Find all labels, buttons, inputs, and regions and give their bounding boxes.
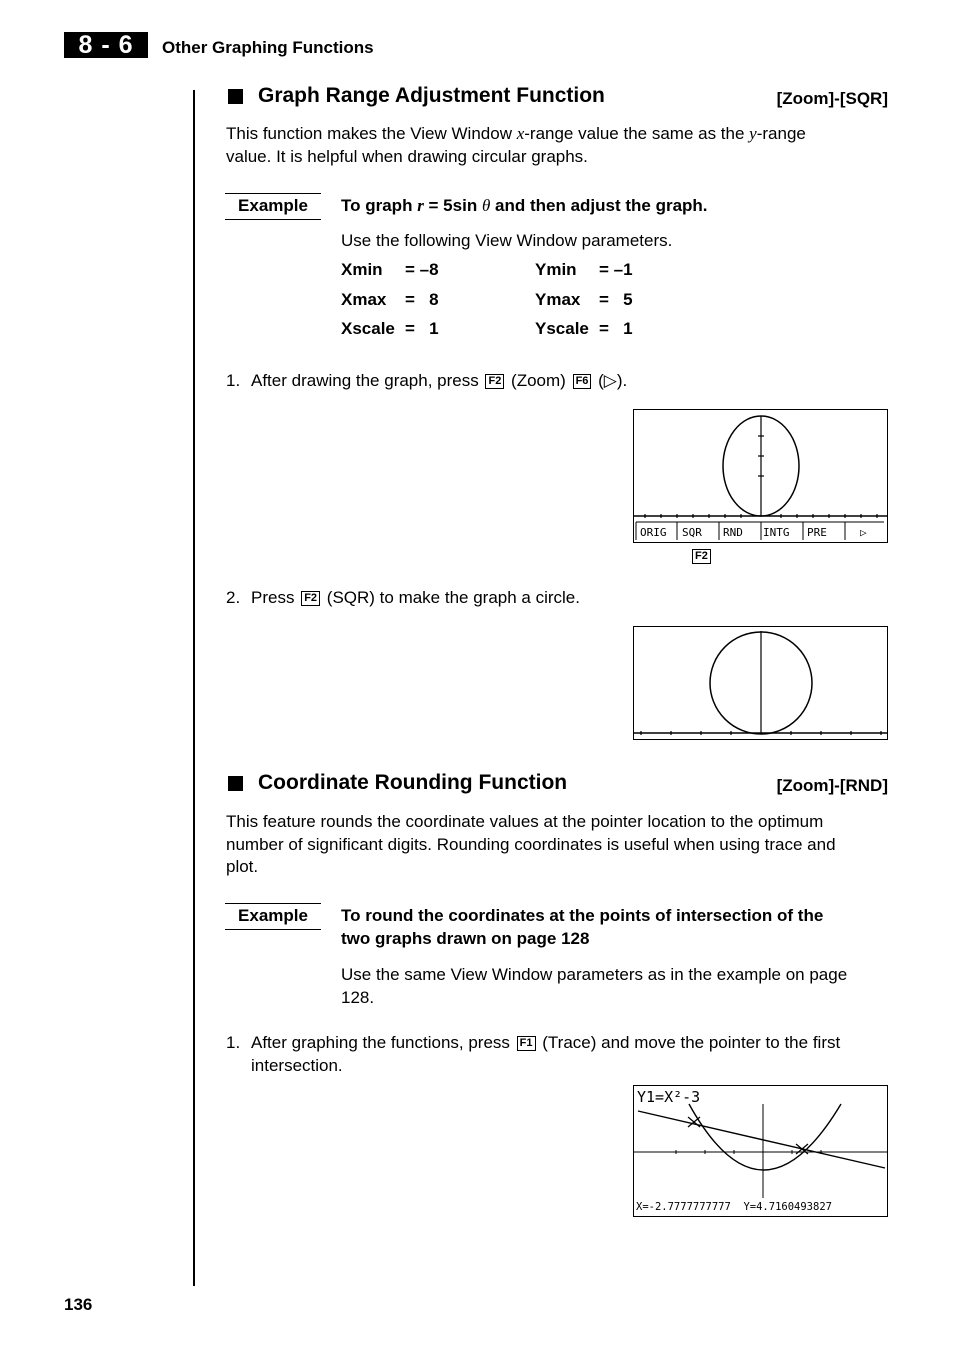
intro2-line3: plot. (226, 857, 259, 876)
intro-text-a: This function makes the View Window (226, 124, 517, 143)
step2-instruction (251, 587, 580, 610)
step2-text-a: Press (251, 588, 295, 607)
step2-1-text-a: After graphing the functions, press (251, 1033, 510, 1052)
step2-text-b: (SQR) to make the graph a circle. (326, 588, 580, 607)
key-sequence-rnd: [Zoom]-[RND] (776, 776, 888, 795)
menu-rnd: RND (723, 526, 743, 539)
step2-1-number: 1. (226, 1033, 241, 1052)
f2-key-icon: F2 (485, 374, 504, 389)
step2-1-text-b: (Trace) and move the pointer to the first (542, 1033, 841, 1052)
example-var-r: r (417, 196, 424, 215)
param-ymin-label: Ymin (535, 260, 577, 279)
example-text-a: To graph (341, 196, 418, 215)
menu-sqr: SQR (682, 526, 702, 539)
f6-key-icon: F6 (573, 374, 592, 389)
f2-key-icon: F2 (692, 549, 711, 564)
param-xmin-value: = –8 (405, 260, 439, 279)
f1-key-icon: F1 (517, 1036, 536, 1051)
intro-text-b: -range value the same as the (524, 124, 750, 143)
use-line2: 128. (341, 987, 375, 1007)
example-label: Example (225, 903, 321, 930)
heading-bullet-icon (228, 89, 243, 104)
step1-text-a: After drawing the graph, press (251, 371, 479, 390)
menu-orig: ORIG (640, 526, 667, 539)
heading-graph-range: Graph Range Adjustment Function (258, 84, 605, 107)
example-text-c: and then adjust the graph. (490, 196, 708, 215)
intro-var-x: x (516, 124, 525, 143)
intro-paragraph-1 (226, 123, 896, 168)
param-xscale-label: Xscale (341, 319, 395, 338)
screen1-key-caption (690, 548, 713, 566)
example2-line1: To round the coordinates at the points of intersection of the (341, 906, 824, 925)
example2-params-note (341, 964, 901, 1009)
key-sequence-sqr: [Zoom]-[SQR] (776, 89, 888, 108)
calculator-screen-ellipse (633, 409, 888, 543)
margin-rule (193, 90, 195, 1286)
section-badge: 8 - 6 (64, 32, 148, 58)
step2-1-instruction (251, 1032, 901, 1077)
calculator-screen-trace (633, 1085, 888, 1217)
param-ymax-value: = 5 (599, 290, 633, 309)
param-xmax-value: = 8 (405, 290, 439, 309)
menu-pre: PRE (807, 526, 827, 539)
example-text-b: = 5sin (423, 196, 482, 215)
menu-intg: INTG (763, 526, 790, 539)
heading-coordinate-rounding: Coordinate Rounding Function (258, 771, 568, 794)
param-ymin-value: = –1 (599, 260, 633, 279)
intro-paragraph-2 (226, 811, 906, 879)
param-xmax-label: Xmax (341, 290, 387, 309)
f2-key-icon: F2 (301, 591, 320, 606)
step2-1-line2: intersection. (251, 1055, 343, 1075)
example2-line2: two graphs drawn on page 128 (341, 928, 590, 948)
example-label: Example (225, 193, 321, 220)
intro-text-line2: value. It is helpful when drawing circular graphs. (226, 146, 588, 166)
heading-bullet-icon (228, 776, 243, 791)
use-line1: Use the same View Window parameters as in the example on page (341, 965, 848, 984)
trace-coordinates: X=-2.7777777777 Y=4.7160493827 (636, 1201, 832, 1213)
step1-number: 1. (226, 371, 241, 390)
param-ymax-label: Ymax (535, 290, 581, 309)
calculator-screen-circle (633, 626, 888, 740)
intro-text-c: -range (756, 124, 806, 143)
step1-text-b: (Zoom) (511, 371, 566, 390)
param-xscale-value: = 1 (405, 319, 439, 338)
step1-text-c: (▷). (598, 371, 628, 390)
step1-instruction (251, 370, 627, 393)
param-yscale-label: Yscale (535, 319, 589, 338)
example-title (341, 195, 901, 218)
trace-function-label: Y1=X²-3 (637, 1088, 701, 1106)
param-xmin-label: Xmin (341, 260, 383, 279)
params-intro: Use the following View Window parameters. (341, 231, 673, 250)
example-var-theta: θ (481, 196, 491, 215)
section-title: Other Graphing Functions (162, 38, 374, 57)
step2-number: 2. (226, 588, 241, 607)
menu-next: ▷ (860, 526, 867, 539)
intro2-line1: This feature rounds the coordinate values at the pointer location to the optimum (226, 812, 824, 831)
page-number: 136 (64, 1295, 93, 1314)
intro2-line2: number of significant digits. Rounding coordinates is useful when using trace and (226, 834, 836, 854)
example2-title (341, 905, 901, 950)
intro-var-y: y (749, 124, 757, 143)
param-yscale-value: = 1 (599, 319, 633, 338)
